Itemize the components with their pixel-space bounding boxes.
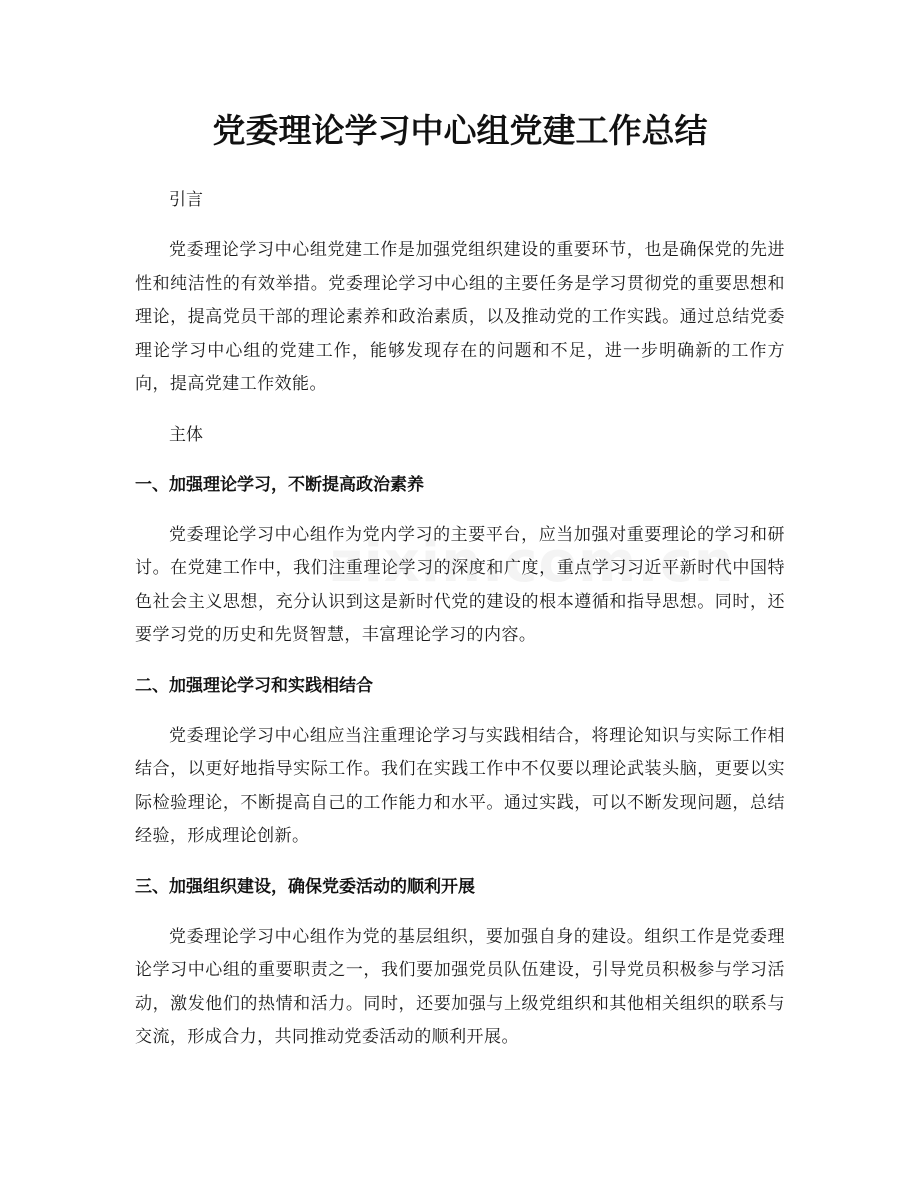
document-title: 党委理论学习中心组党建工作总结 (212, 111, 708, 150)
intro-label: 引言 (169, 190, 203, 210)
section-paragraph-3: 党委理论学习中心组作为党的基层组织，要加强自身的建设。组织工作是党委理论学习中心组的重要职责之一，我们要加强党员队伍建设，引导党员积极参与学习活动，激发他们的热情和活力。同时，还要加强与上级党组织和其他相关组织的联系与交流，形成合力，共同推动党委活动的顺利开展。 (135, 926, 785, 1047)
section-heading-2: 二、加强理论学习和实践相结合 (135, 675, 373, 696)
section-paragraph-2: 党委理论学习中心组应当注重理论学习与实践相结合，将理论知识与实际工作相结合，以更好地指导实际工作。我们在实践工作中不仅要以理论武装头脑，更要以实际检验理论，不断提高自己的工作能力和水平。通过实践，可以不断发现问题，总结经验，形成理论创新。 (135, 725, 785, 846)
section-heading-1: 一、加强理论学习，不断提高政治素养 (135, 474, 424, 495)
document-body (135, 184, 785, 1055)
section-heading-3: 三、加强组织建设，确保党委活动的顺利开展 (135, 876, 475, 897)
intro-paragraph: 党委理论学习中心组党建工作是加强党组织建设的重要环节，也是确保党的先进性和纯洁性的有效举措。党委理论学习中心组的主要任务是学习贯彻党的重要思想和理论，提高党员干部的理论素养和政治素质，以及推动党的工作实践。通过总结党委理论学习中心组的党建工作，能够发现存在的问题和不足，进一步明确新的工作方向，提高党建工作效能。 (135, 240, 785, 394)
body-label: 主体 (169, 424, 203, 445)
section-paragraph-1: 党委理论学习中心组作为党内学习的主要平台，应当加强对重要理论的学习和研讨。在党建工作中，我们注重理论学习的深度和广度，重点学习习近平新时代中国特色社会主义思想，充分认识到这是新时代党的建设的根本遵循和指导思想。同时，还要学习党的历史和先贤智慧，丰富理论学习的内容。 (135, 524, 785, 645)
